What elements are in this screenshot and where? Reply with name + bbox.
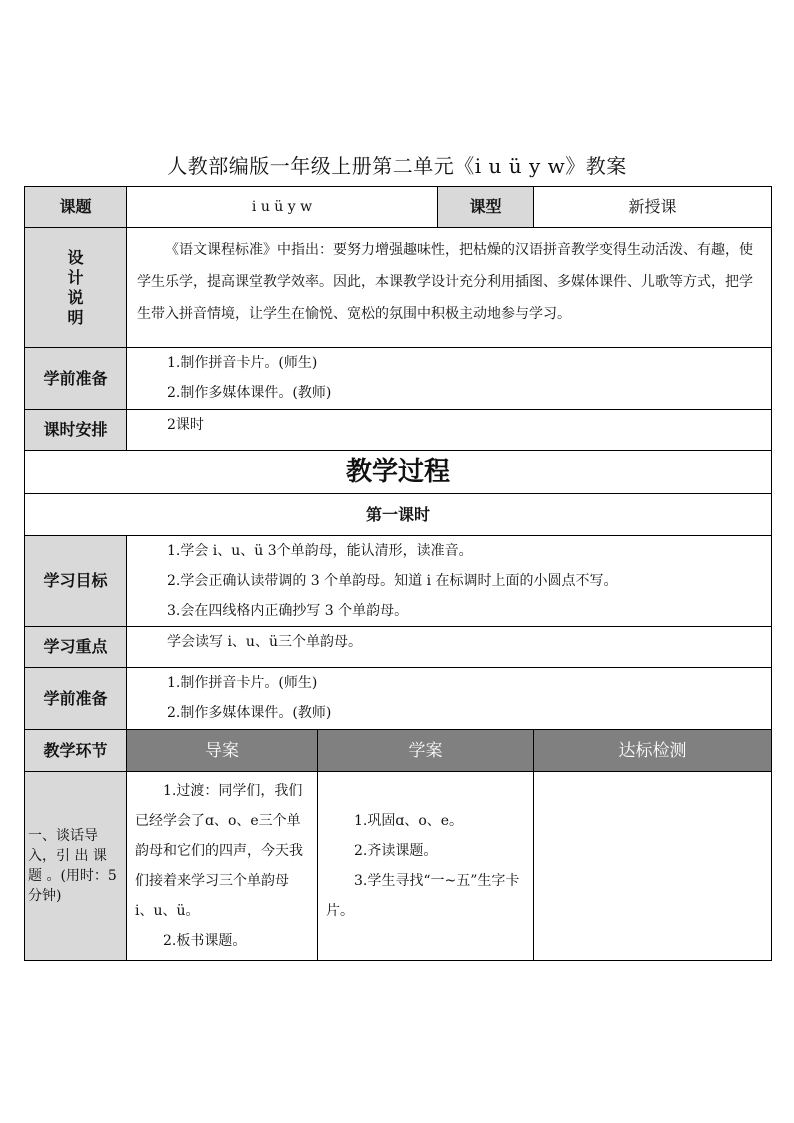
design-label-char: 说 [67, 287, 84, 307]
design-label [25, 228, 127, 348]
type-value: 新授课 [534, 187, 772, 228]
step1-row [25, 772, 772, 961]
page-title: 人教部编版一年级上册第二单元《i u ü y w》教案 [167, 154, 627, 178]
prep2-item: 2.制作多媒体课件。(教师) [167, 705, 332, 721]
design-row [25, 228, 772, 348]
lesson1-row [25, 494, 772, 536]
schedule-value: 2课时 [127, 410, 772, 451]
schedule-row [25, 410, 772, 451]
study-header: 学案 [318, 730, 534, 772]
focus-row [25, 627, 772, 668]
lesson-plan-table [24, 186, 772, 961]
process-title: 教学过程 [25, 451, 772, 494]
design-label-char: 设 [67, 247, 84, 267]
step1-check [534, 772, 772, 961]
step1-name: 一、谈话导入，引 出 课 题 。(用时：5分钟) [25, 772, 127, 961]
prep2-items [127, 668, 772, 730]
focus-label: 学习重点 [25, 627, 127, 668]
focus-value: 学会读写 i、u、ü三个单韵母。 [127, 627, 772, 668]
goals-items [127, 536, 772, 627]
topic-label: 课题 [25, 187, 127, 228]
step1-study [318, 772, 534, 961]
study-item: 3.学生寻找“一~五”生字卡片。 [326, 873, 520, 919]
prep1-item: 1.制作拼音卡片。(师生) [167, 355, 318, 371]
step-header: 教学环节 [25, 730, 127, 772]
design-label-char: 计 [67, 267, 84, 287]
guide-item: 2.板书课题。 [163, 933, 247, 949]
goal-item: 3.会在四线格内正确抄写 3 个单韵母。 [167, 603, 409, 619]
goal-item: 2.学会正确认读带调的 3 个单韵母。知道 i 在标调时上面的小圆点不写。 [167, 573, 618, 589]
topic-value: i u ü y w [127, 187, 438, 228]
goals-row [25, 536, 772, 627]
lesson1-title: 第一课时 [25, 494, 772, 536]
schedule-label: 课时安排 [25, 410, 127, 451]
prep2-label: 学前准备 [25, 668, 127, 730]
type-label: 课型 [438, 187, 534, 228]
guide-header: 导案 [127, 730, 318, 772]
step1-guide [127, 772, 318, 961]
study-item: 1.巩固ɑ、o、e。 [354, 813, 464, 829]
check-header: 达标检测 [534, 730, 772, 772]
prep1-row [25, 348, 772, 410]
prep2-row [25, 668, 772, 730]
prep2-item: 1.制作拼音卡片。(师生) [167, 675, 318, 691]
guide-item: 1.过渡：同学们，我们已经学会了ɑ、o、e三个单韵母和它们的四声，今天我们接着来学习三个单韵母 i、u、ü。 [135, 783, 303, 919]
process-title-row [25, 451, 772, 494]
prep1-item: 2.制作多媒体课件。(教师) [167, 385, 332, 401]
design-label-char: 明 [67, 307, 84, 327]
topic-row [25, 187, 772, 228]
header-row [25, 730, 772, 772]
design-text: 《语文课程标准》中指出：要努力增强趣味性，把枯燥的汉语拼音教学变得生动活泼、有趣，使学生乐学，提高课堂教学效率。因此，本课教学设计充分利用插图、多媒体课件、儿歌等方式，把学生带入拼音情境，让学生在愉悦、宽松的氛围中积极主动地参与学习。 [127, 228, 772, 348]
prep1-items [127, 348, 772, 410]
study-item: 2.齐读课题。 [354, 843, 438, 859]
goal-item: 1.学会 i、u、ü 3个单韵母，能认清形，读准音。 [167, 543, 473, 559]
prep1-label: 学前准备 [25, 348, 127, 410]
goals-label: 学习目标 [25, 536, 127, 627]
